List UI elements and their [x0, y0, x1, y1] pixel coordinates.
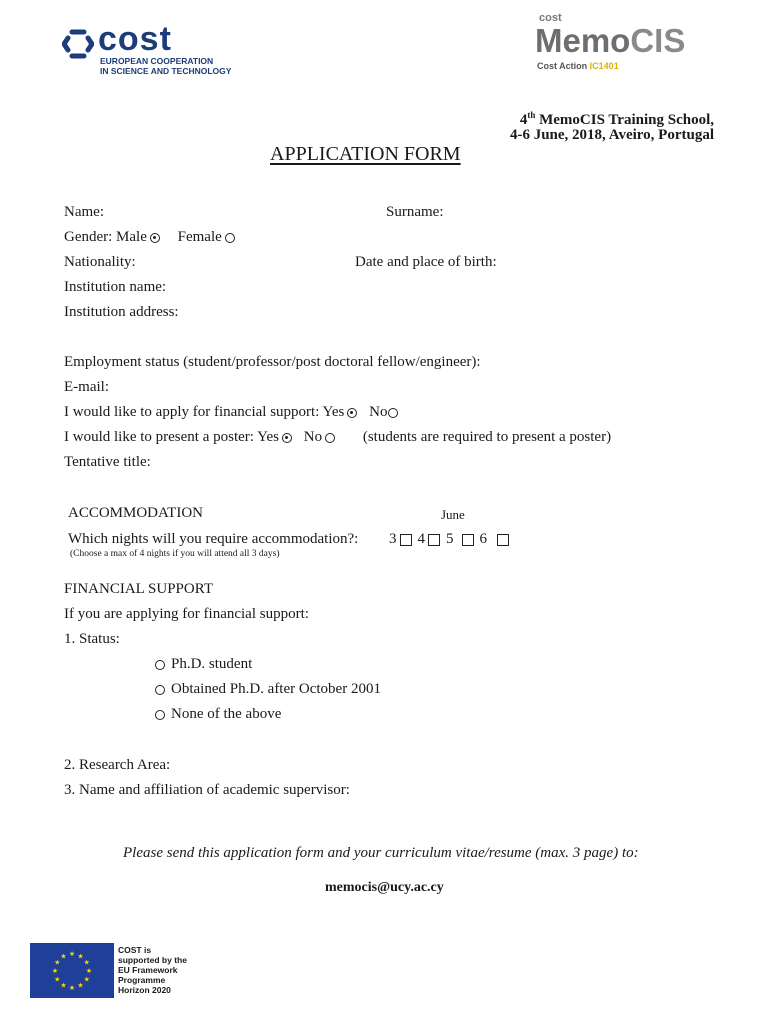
night-4-label: 4: [417, 531, 425, 547]
eu-star-icon: ★: [51, 967, 59, 975]
email-label: E-mail:: [64, 379, 109, 395]
eu-star-icon: ★: [85, 967, 93, 975]
eu-star-icon: ★: [83, 958, 90, 967]
night-3-checkbox[interactable]: [400, 534, 412, 546]
employment-label: Employment status (student/professor/post doctoral fellow/engineer):: [64, 354, 481, 370]
poster-question: I would like to present a poster: Yes: [64, 429, 279, 445]
submission-email[interactable]: memocis@ucy.ac.cy: [325, 880, 444, 895]
tentative-title-label: Tentative title:: [64, 454, 151, 470]
night-5-checkbox[interactable]: [462, 534, 474, 546]
eu-star-icon: ★: [68, 984, 76, 992]
eu-flag-icon: [30, 943, 114, 998]
status-option-obtained-phd[interactable]: [155, 681, 381, 698]
financial-intro: If you are applying for financial support:: [64, 606, 309, 622]
status-option-phd-student[interactable]: [155, 656, 252, 673]
name-label: Name:: [64, 204, 104, 220]
accommodation-question: Which nights will you require accommodation?:: [68, 531, 359, 547]
financial-yes-radio[interactable]: [347, 408, 357, 418]
eu-star-icon: ★: [68, 950, 76, 958]
poster-yes-radio[interactable]: [282, 433, 292, 443]
research-area-label: 2. Research Area:: [64, 757, 171, 773]
night-3-label: 3: [389, 531, 397, 547]
birth-label: Date and place of birth:: [355, 254, 497, 270]
accommodation-note: (Choose a max of 4 nights if you will attend all 3 days): [70, 549, 280, 559]
none-radio[interactable]: [155, 710, 165, 720]
surname-label: Surname:: [386, 204, 444, 220]
financial-no-label: No: [369, 404, 388, 420]
status-option-none[interactable]: [155, 706, 281, 723]
poster-note: (students are required to present a poster): [362, 429, 612, 445]
eu-star-icon: ★: [60, 981, 67, 990]
cost-hexagon-icon: [62, 28, 94, 60]
night-6-checkbox[interactable]: [497, 534, 509, 546]
eu-text-line-3: EU Framework: [118, 965, 178, 975]
cost-wordmark: cost: [98, 20, 172, 58]
accommodation-month: June: [441, 507, 465, 522]
memocis-code: IC1401: [589, 61, 619, 71]
status-label: 1. Status:: [64, 631, 120, 647]
obtained-phd-radio[interactable]: [155, 685, 165, 695]
gender-row: [64, 229, 235, 246]
eu-text-line-2: supported by the: [118, 955, 187, 965]
memocis-memo: Memo: [535, 22, 631, 59]
gender-label: Gender: Male: [64, 229, 147, 245]
eu-support-text: [118, 945, 187, 995]
phd-student-radio[interactable]: [155, 660, 165, 670]
female-radio[interactable]: [225, 233, 235, 243]
cost-tagline-1: EUROPEAN COOPERATION: [100, 56, 214, 66]
memocis-logo: [535, 12, 715, 74]
female-label: Female: [177, 229, 222, 245]
nationality-label: Nationality:: [64, 254, 136, 270]
eu-text-line-4: Programme: [118, 975, 166, 985]
submission-instruction: Please send this application form and your curriculum vitae/resume (max. 3 page) to:: [123, 845, 639, 861]
financial-heading: FINANCIAL SUPPORT: [64, 581, 213, 597]
obtained-phd-label: Obtained Ph.D. after October 2001: [171, 681, 381, 697]
financial-support-row: [64, 404, 398, 421]
institution-name-label: Institution name:: [64, 279, 167, 295]
eu-star-icon: ★: [83, 975, 90, 984]
eu-star-icon: ★: [77, 981, 84, 990]
eu-text-line-1: COST is: [118, 945, 152, 955]
male-radio[interactable]: [150, 233, 160, 243]
phd-student-label: Ph.D. student: [171, 656, 253, 672]
financial-support-question: I would like to apply for financial support: Yes: [64, 404, 345, 420]
event-ordinal: 4: [519, 112, 528, 128]
event-ordinal-suffix: th: [527, 110, 536, 120]
night-5-label: 5: [446, 531, 454, 547]
eu-text-line-5: Horizon 2020: [118, 985, 171, 995]
nights-checkboxes: [389, 531, 515, 548]
memocis-action-line: [537, 61, 619, 71]
poster-no-label: No: [303, 429, 323, 445]
financial-no-radio[interactable]: [388, 408, 398, 418]
eu-star-icon: ★: [54, 958, 61, 967]
memocis-action: Cost Action: [537, 61, 590, 71]
night-6-label: 6: [479, 531, 487, 547]
event-name: MemoCIS Training School,: [535, 112, 714, 128]
eu-star-icon: ★: [77, 952, 84, 961]
memocis-cis: CIS: [630, 22, 686, 59]
accommodation-heading: ACCOMMODATION: [68, 505, 204, 521]
poster-no-radio[interactable]: [325, 433, 335, 443]
supervisor-label: 3. Name and affiliation of academic supervisor:: [64, 782, 350, 798]
memocis-wordmark: [535, 22, 685, 60]
eu-star-icon: ★: [54, 975, 61, 984]
institution-address-label: Institution address:: [64, 304, 179, 320]
poster-row: [64, 429, 611, 446]
page-title: APPLICATION FORM: [270, 143, 461, 165]
memocis-cost-mark: cost: [539, 12, 562, 24]
none-label: None of the above: [171, 706, 282, 722]
cost-tagline-2: IN SCIENCE AND TECHNOLOGY: [100, 66, 232, 76]
cost-logo: [62, 22, 262, 77]
eu-star-icon: ★: [60, 952, 67, 961]
night-4-checkbox[interactable]: [428, 534, 440, 546]
event-line-2: 4-6 June, 2018, Aveiro, Portugal: [509, 127, 714, 143]
